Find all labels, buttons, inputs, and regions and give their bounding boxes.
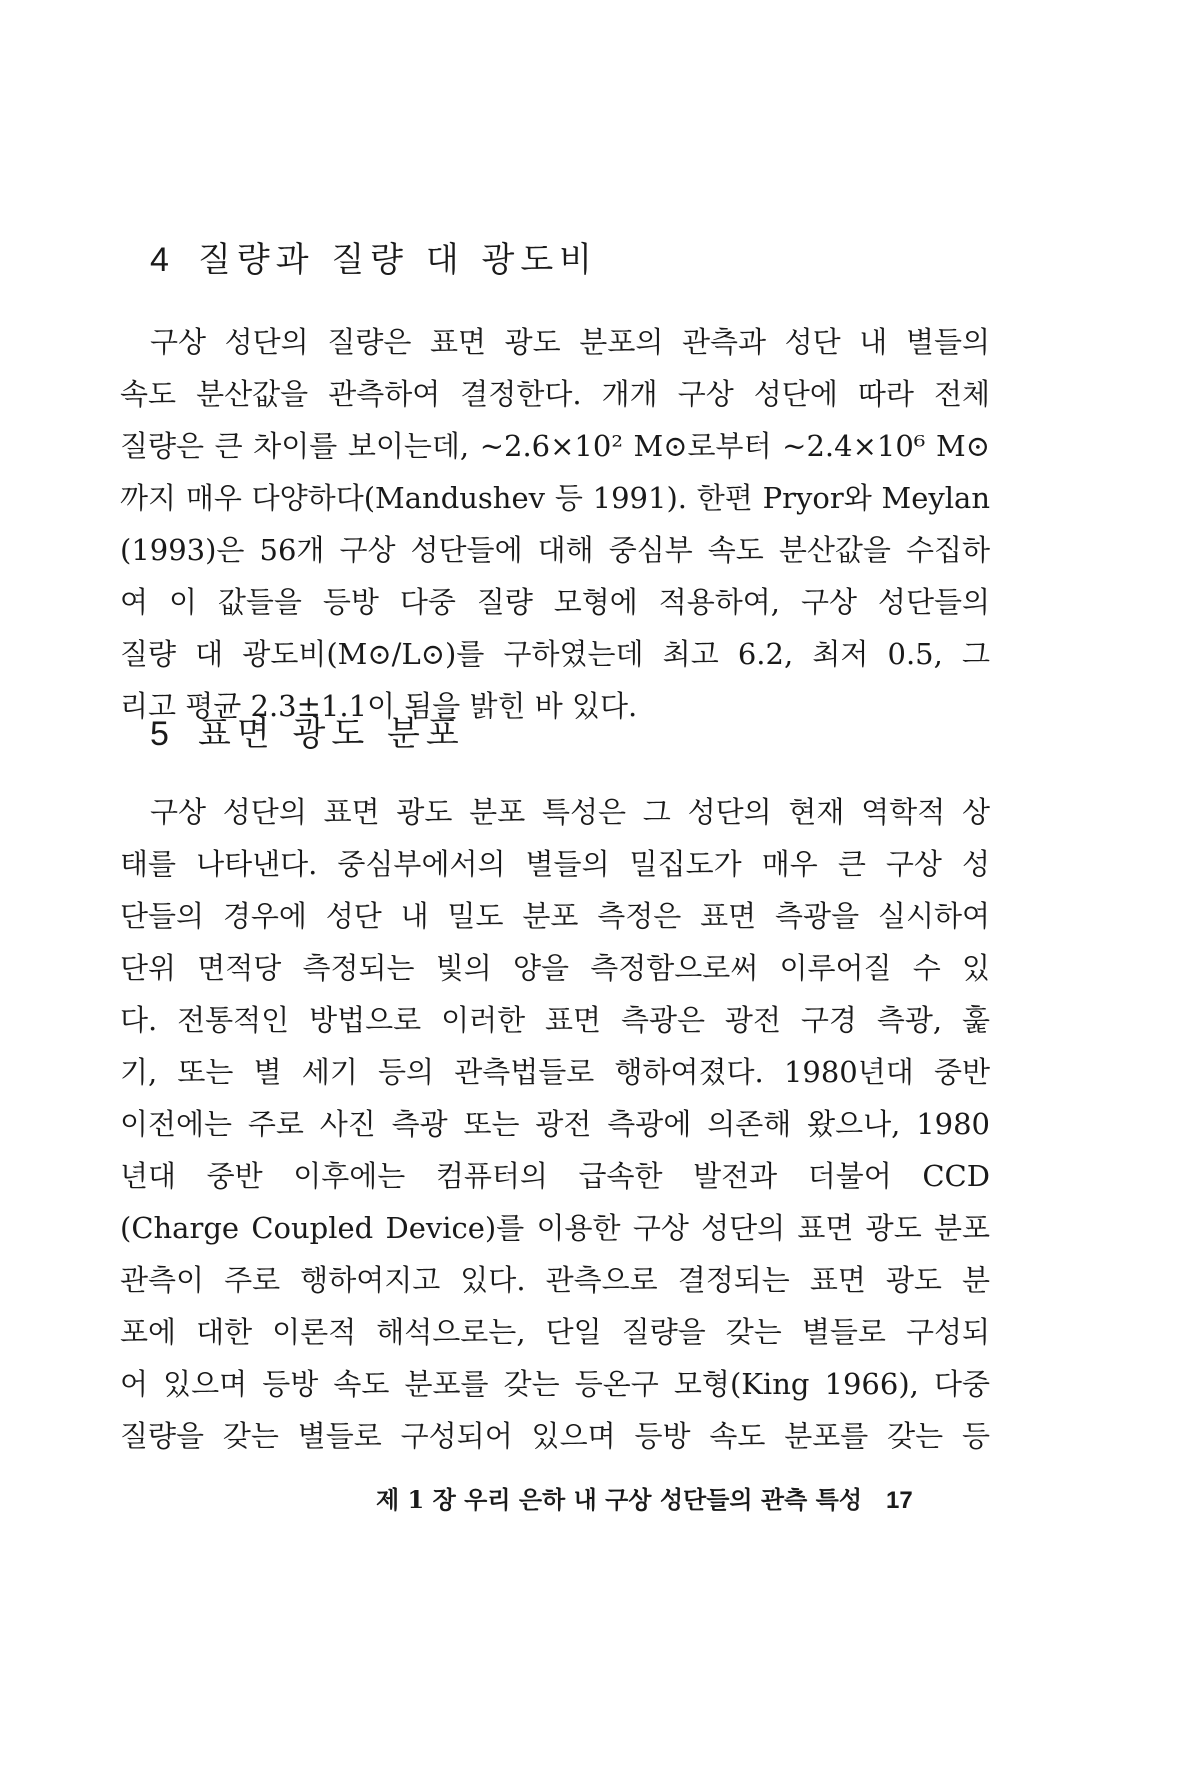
paragraph-line: 년대 중반 이후에는 컴퓨터의 급속한 발전과 더불어 CCD	[120, 1159, 990, 1193]
section-4-heading	[150, 232, 598, 281]
paragraph-line: 포에 대한 이론적 해석으로는, 단일 질량을 갖는 별들로 구성되	[120, 1315, 990, 1349]
page-number: 17	[886, 1487, 913, 1514]
paragraph-line: 단들의 경우에 성단 내 밀도 분포 측정은 표면 측광을 실시하여	[120, 899, 990, 933]
paragraph-line: 다. 전통적인 방법으로 이러한 표면 측광은 광전 구경 측광, 훑	[120, 1003, 990, 1037]
section-title: 표면 광도 분포	[198, 714, 465, 754]
paragraph-line: 구상 성단의 표면 광도 분포 특성은 그 성단의 현재 역학적 상	[150, 795, 990, 829]
paragraph-line: 질량은 큰 차이를 보이는데, ~2.6×10² M⊙로부터 ~2.4×10⁶ M⊙	[120, 429, 990, 463]
running-chapter-title: 제 1 장 우리 은하 내 구상 성단들의 관측 특성	[376, 1485, 863, 1514]
paragraph-line: 기, 또는 별 세기 등의 관측법들로 행하여졌다. 1980년대 중반	[120, 1055, 990, 1089]
paragraph-line: (1993)은 56개 구상 성단들에 대해 중심부 속도 분산값을 수집하	[120, 533, 990, 567]
paragraph-line: 질량 대 광도비(M⊙/L⊙)를 구하였는데 최고 6.2, 최저 0.5, 그	[120, 637, 990, 671]
section-title: 질량과 질량 대 광도비	[198, 240, 599, 280]
section-5-paragraph	[120, 786, 990, 1462]
section-number: 4	[150, 241, 169, 279]
paragraph-line: 태를 나타낸다. 중심부에서의 별들의 밀집도가 매우 큰 구상 성	[120, 847, 990, 881]
paragraph-line: 여 이 값들을 등방 다중 질량 모형에 적용하여, 구상 성단들의	[120, 585, 990, 619]
paragraph-line: (Charge Coupled Device)를 이용한 구상 성단의 표면 광도 분포	[120, 1211, 990, 1245]
section-4-paragraph	[120, 316, 990, 732]
paragraph-line: 단위 면적당 측정되는 빛의 양을 측정함으로써 이루어질 수 있	[120, 951, 990, 985]
paragraph-line: 이전에는 주로 사진 측광 또는 광전 측광에 의존해 왔으나, 1980	[120, 1107, 990, 1141]
paragraph-line: 리고 평균 2.3±1.1이 됨을 밝힌 바 있다.	[120, 689, 638, 723]
paragraph-line: 까지 매우 다양하다(Mandushev 등 1991). 한편 Pryor와 Meylan	[120, 481, 990, 515]
page-footer	[376, 1480, 913, 1515]
paragraph-line: 속도 분산값을 관측하여 결정한다. 개개 구상 성단에 따라 전체	[120, 377, 990, 411]
paragraph-line: 질량을 갖는 별들로 구성되어 있으며 등방 속도 분포를 갖는 등	[120, 1419, 990, 1453]
section-number: 5	[150, 715, 169, 753]
section-5-heading	[150, 706, 465, 755]
paragraph-line: 구상 성단의 질량은 표면 광도 분포의 관측과 성단 내 별들의	[150, 325, 990, 359]
paragraph-line: 관측이 주로 행하여지고 있다. 관측으로 결정되는 표면 광도 분	[120, 1263, 990, 1297]
paragraph-line: 어 있으며 등방 속도 분포를 갖는 등온구 모형(King 1966), 다중	[120, 1367, 990, 1401]
